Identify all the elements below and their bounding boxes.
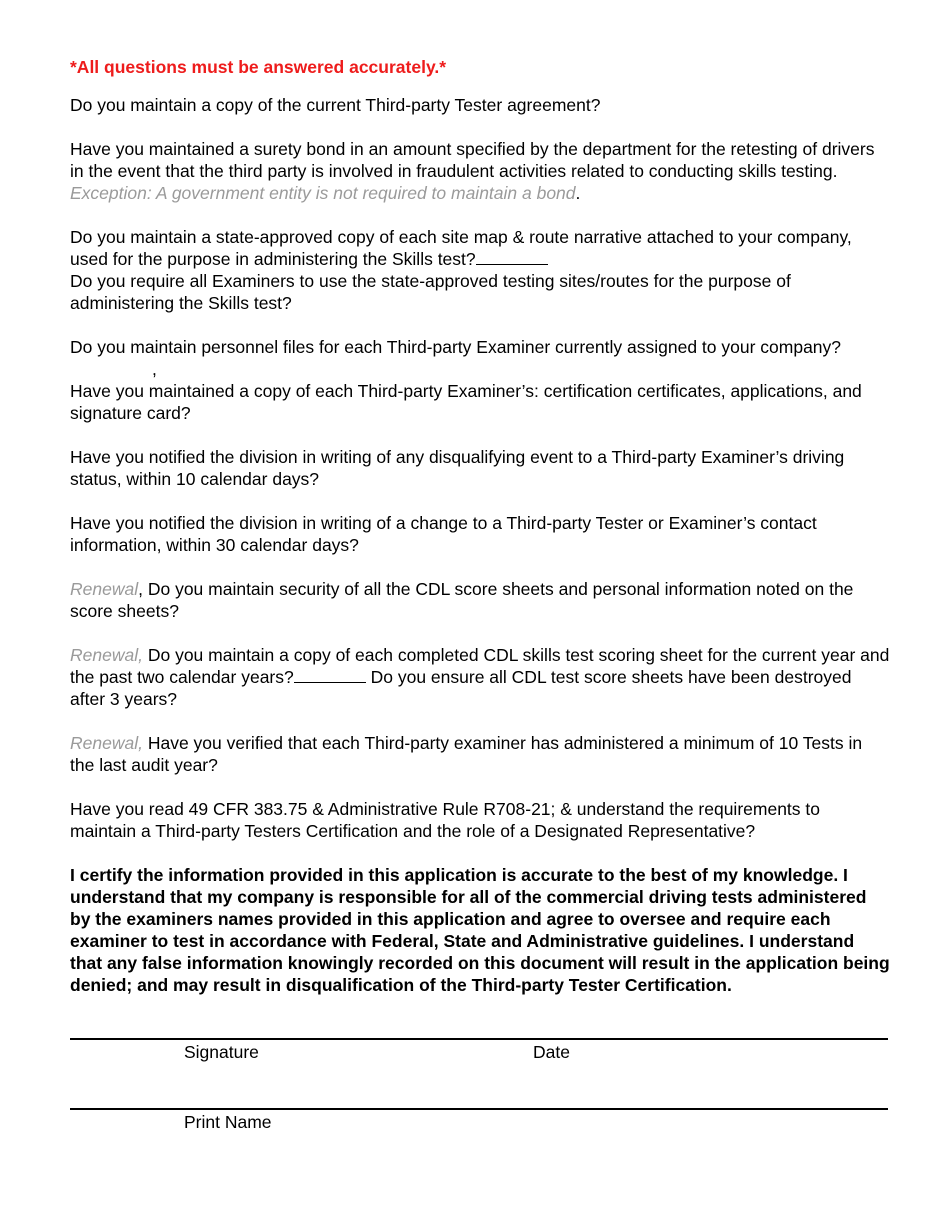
print-name-label: Print Name <box>184 1112 272 1132</box>
renewal-tag: Renewal, <box>70 733 143 753</box>
renewal-tag: Renewal, <box>70 645 143 665</box>
answer-blank[interactable] <box>294 666 366 683</box>
form-body <box>70 56 890 996</box>
signature-label: Signature <box>184 1042 259 1062</box>
question-contact-change: Have you notified the division in writing of a change to a Third-party Tester or Examiner’s contact information, within 30 calendar days? <box>70 513 817 555</box>
bond-exception-note: Exception: A government entity is not required to maintain a bond <box>70 183 576 203</box>
question-tester-agreement: Do you maintain a copy of the current Third-party Tester agreement? <box>70 95 601 115</box>
date-label: Date <box>533 1042 570 1062</box>
certification-statement: I certify the information provided in this application is accurate to the best of my knowledge. I understand that my company is responsible for all of the commercial driving tests administered by the examiners names provided in this application and agree to oversee and require each examiner to test in accordance with Federal, State and Administrative guidelines. I understand that any false information knowingly recorded on this document will result in the application being denied; and may result in disqualification of the Third-party Tester Certification. <box>70 865 890 995</box>
question-personnel-files: Do you maintain personnel files for each Third-party Examiner currently assigned to your company?, <box>70 337 842 379</box>
signature-line[interactable] <box>70 1038 888 1040</box>
question-disqualifying-event: Have you notified the division in writing of any disqualifying event to a Third-party Examiner’s driving status, within 10 calendar days? <box>70 447 845 489</box>
question-site-map: Do you maintain a state-approved copy of each site map & route narrative attached to your company, used for the purpose in administering the Skills test? <box>70 227 852 269</box>
required-warning: *All questions must be answered accurately.* <box>70 57 447 77</box>
question-testing-routes: Do you require all Examiners to use the state-approved testing sites/routes for the purpose of administering the Skills test? <box>70 271 791 313</box>
question-cfr-read: Have you read 49 CFR 383.75 & Administrative Rule R708-21; & understand the requirements to maintain a Third-party Testers Certification and the role of a Designated Representative? <box>70 799 820 841</box>
question-score-sheet-retention: Renewal, Do you maintain a copy of each completed CDL skills test scoring sheet for the current year and the past two calendar years? Do you ensure all CDL test score sheets have been destroyed after 3 years? <box>70 645 890 709</box>
answer-blank[interactable] <box>476 248 548 265</box>
question-examiner-copies: Have you maintained a copy of each Third-party Examiner’s: certification certificates, applications, and signature card? <box>70 381 862 423</box>
print-name-line[interactable] <box>70 1108 888 1110</box>
question-minimum-tests: Renewal, Have you verified that each Third-party examiner has administered a minimum of 10 Tests in the last audit year? <box>70 733 863 775</box>
renewal-tag: Renewal <box>70 579 139 599</box>
question-score-sheet-security: Renewal, Do you maintain security of all the CDL score sheets and personal information noted on the score sheets? <box>70 579 854 621</box>
question-surety-bond: Have you maintained a surety bond in an amount specified by the department for the retesting of drivers in the event that the third party is involved in fraudulent activities related to conducting skills testing. Exception: A government entity is not required to maintain a bond. <box>70 139 875 203</box>
